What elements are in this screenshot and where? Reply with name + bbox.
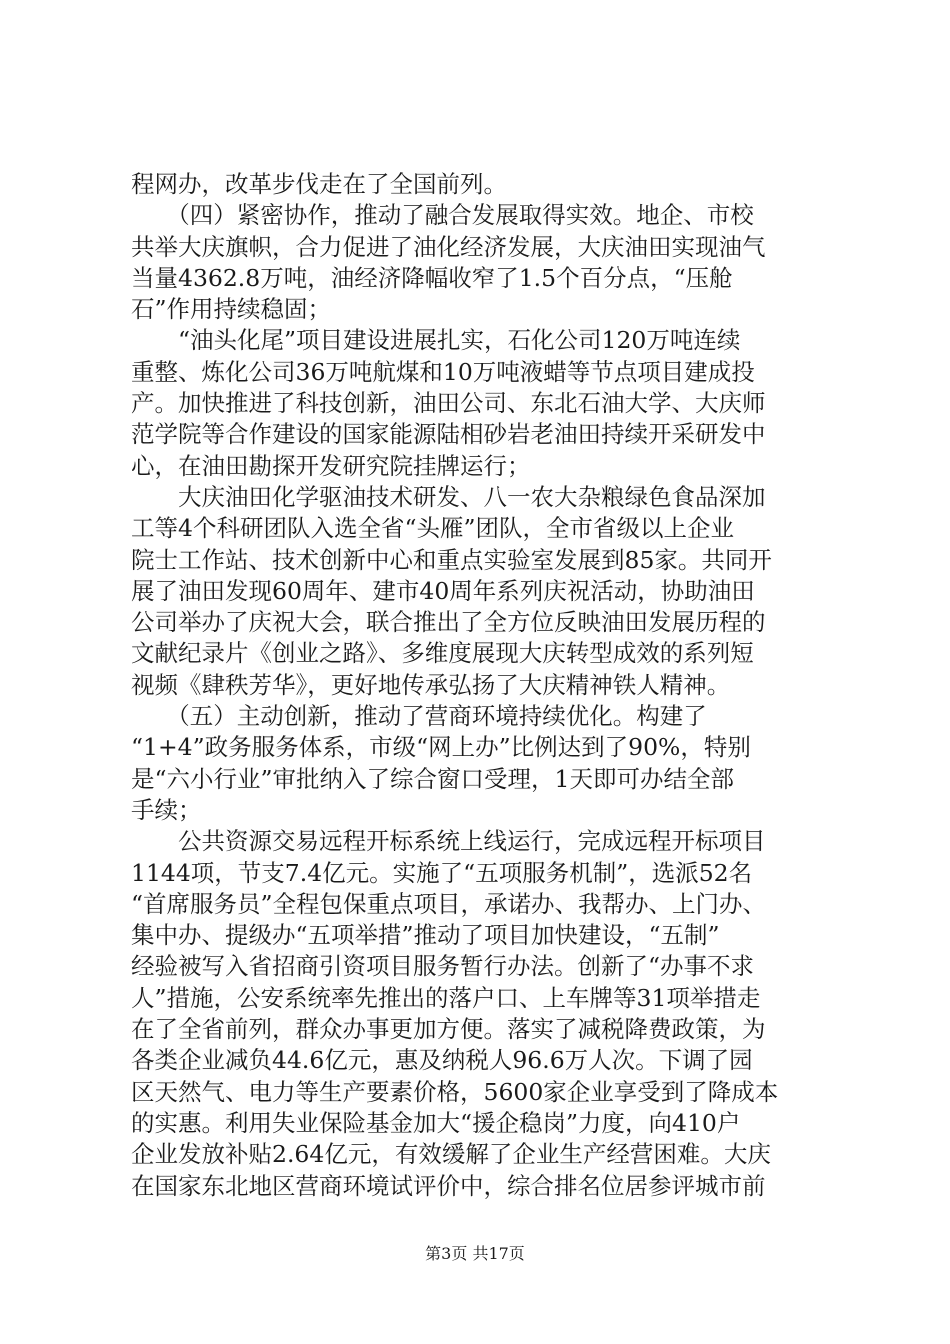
text-line: 院士工作站、技术创新中心和重点实验室发展到85家。共同开 <box>131 545 772 574</box>
text-line: 的实惠。利用失业保险基金加大“援企稳岗”力度，向410户 <box>131 1108 741 1137</box>
text-line: 大庆油田化学驱油技术研发、八一农大杂粮绿色食品深加 <box>131 482 766 511</box>
text-line: 工等4个科研团队入选全省“头雁”团队，全市省级以上企业 <box>131 514 734 543</box>
text-line: 企业发放补贴2.64亿元，有效缓解了企业生产经营困难。大庆 <box>131 1140 771 1169</box>
text-line: 产。加快推进了科技创新，油田公司、东北石油大学、大庆师 <box>131 389 766 418</box>
text-line: 重整、炼化公司36万吨航煤和10万吨液蜡等节点项目建成投 <box>131 357 755 386</box>
text-line: 视频《肆秩芳华》，更好地传承弘扬了大庆精神铁人精神。 <box>131 670 731 699</box>
text-line: 是“六小行业”审批纳入了综合窗口受理，1天即可办结全部 <box>131 764 734 793</box>
page-footer: 第3页 共17页 <box>425 1244 525 1263</box>
text-line: 1144项，节支7.4亿元。实施了“五项服务机制”，选派52名 <box>131 858 753 887</box>
text-line: 集中办、提级办“五项举措”推动了项目加快建设，“五制” <box>131 921 720 950</box>
text-line: 手续； <box>131 795 202 824</box>
text-line: “1+4”政务服务体系，市级“网上办”比例达到了90%，特别 <box>131 733 751 762</box>
text-line: 心，在油田勘探开发研究院挂牌运行； <box>131 451 531 480</box>
body-text <box>131 169 831 1202</box>
text-line: 当量4362.8万吨，油经济降幅收窄了1.5个百分点，“压舱 <box>131 263 733 292</box>
text-line: 经验被写入省招商引资项目服务暂行办法。创新了“办事不求 <box>131 952 755 981</box>
text-line: 文献纪录片《创业之路》、多维度展现大庆转型成效的系列短 <box>131 639 754 668</box>
text-line: 在国家东北地区营商环境试评价中，综合排名位居参评城市前 <box>131 1171 766 1200</box>
text-line: （五）主动创新，推动了营商环境持续优化。构建了 <box>131 702 707 731</box>
text-line: 展了油田发现60周年、建市40周年系列庆祝活动，协助油田 <box>131 576 755 605</box>
text-line: 各类企业减负44.6亿元，惠及纳税人96.6万人次。下调了园 <box>131 1046 753 1075</box>
text-line: （四）紧密协作，推动了融合发展取得实效。地企、市校 <box>131 201 754 230</box>
text-line: 人”措施，公安系统率先推出的落户口、上车牌等31项举措走 <box>131 983 761 1012</box>
text-line: 在了全省前列，群众办事更加方便。落实了减税降费政策，为 <box>131 1015 766 1044</box>
text-line: “首席服务员”全程包保重点项目，承诺办、我帮办、上门办、 <box>131 889 767 918</box>
text-line: 共举大庆旗帜，合力促进了油化经济发展，大庆油田实现油气 <box>131 232 766 261</box>
text-line: “油头化尾”项目建设进展扎实，石化公司120万吨连续 <box>131 326 741 355</box>
text-line: 公司举办了庆祝大会，联合推出了全方位反映油田发展历程的 <box>131 608 766 637</box>
text-line: 程网办，改革步伐走在了全国前列。 <box>131 170 507 198</box>
text-line: 公共资源交易远程开标系统上线运行，完成远程开标项目 <box>131 827 766 856</box>
text-line: 范学院等合作建设的国家能源陆相砂岩老油田持续开采研发中 <box>131 420 766 449</box>
text-line: 区天然气、电力等生产要素价格，5600家企业享受到了降成本 <box>131 1077 779 1106</box>
text-line: 石”作用持续稳固； <box>131 295 332 324</box>
